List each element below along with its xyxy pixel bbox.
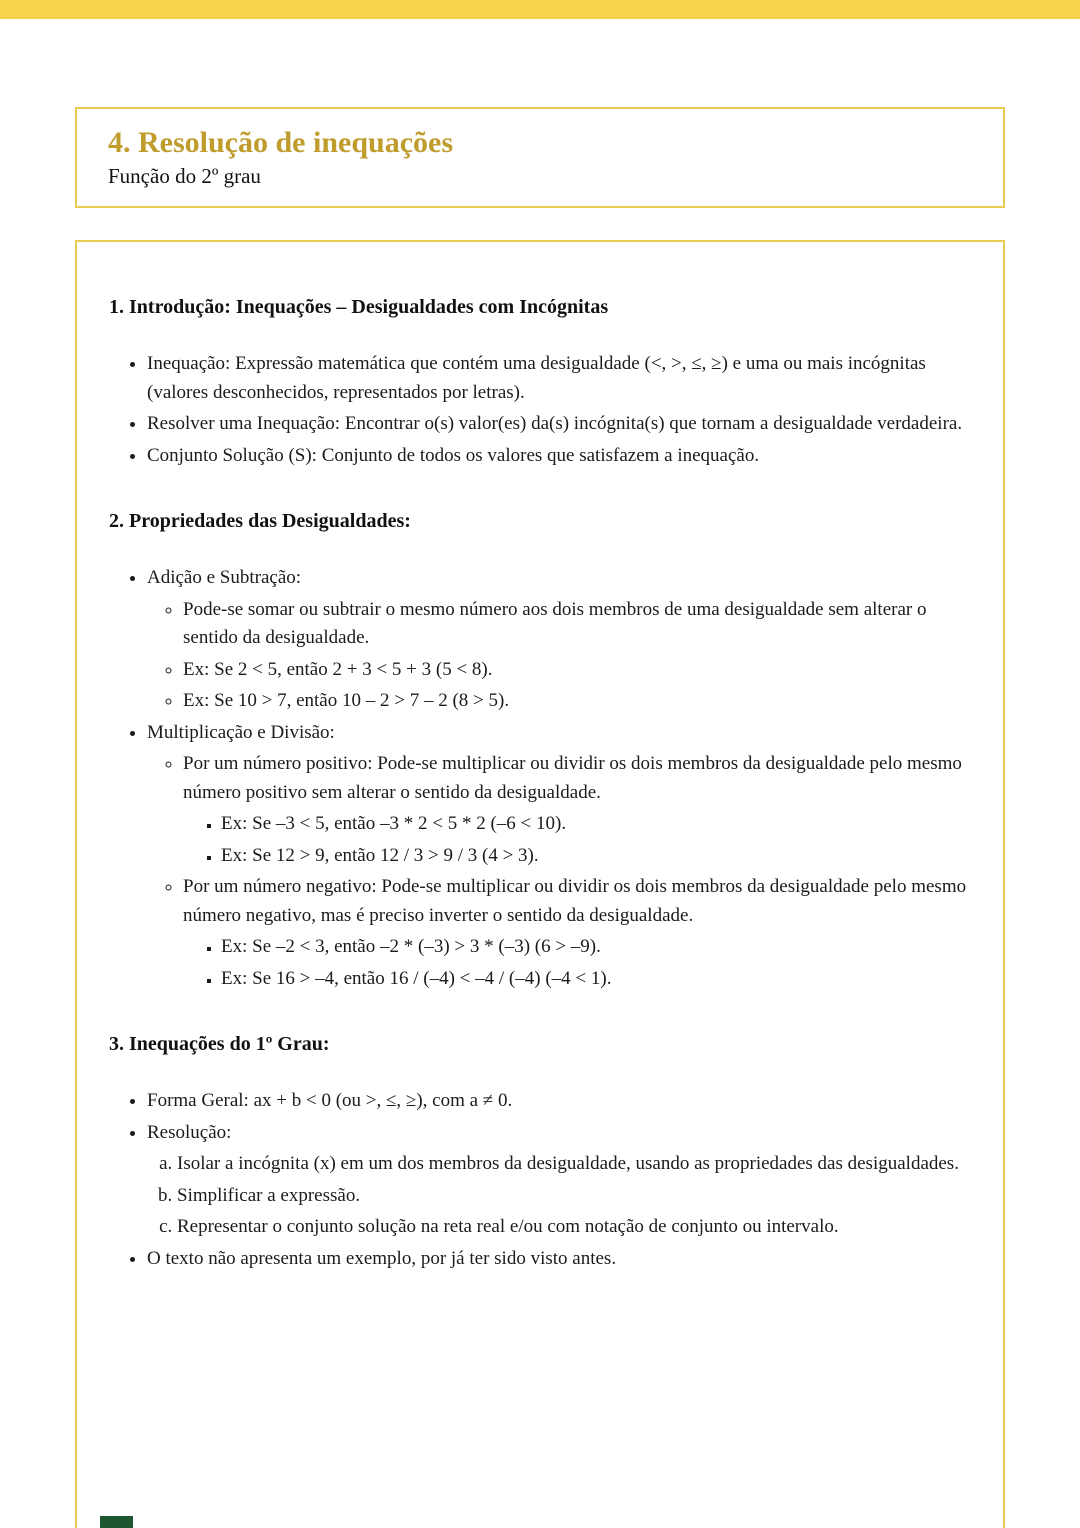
list-item-text: Conjunto Solução (S): Conjunto de todos os valores que satisfazem a inequação. [147, 444, 760, 466]
list-item-text: Multiplicação e Divisão: [147, 721, 335, 743]
truncated-content-block [100, 1516, 133, 1528]
list-item [183, 750, 969, 870]
list-item-text: Resolução: [147, 1121, 232, 1143]
list-item [221, 842, 969, 871]
list-item [147, 442, 969, 471]
list-item-text: Ex: Se 16 > –4, então 16 / (–4) < –4 / (–4) (–4 < 1). [221, 967, 612, 989]
list-item [221, 933, 969, 962]
list-item [221, 810, 969, 839]
steps-list [147, 1150, 969, 1242]
step-item [177, 1213, 969, 1242]
list-item [183, 687, 969, 716]
sub-list [147, 596, 969, 716]
page-title: 4. Resolução de inequações [108, 126, 453, 159]
list-item [183, 656, 969, 685]
header-card [75, 107, 1005, 208]
page-subtitle: Função do 2º grau [108, 163, 261, 188]
step-item-text: Representar o conjunto solução na reta real e/ou com notação de conjunto ou intervalo. [177, 1216, 839, 1237]
list-item-text: Ex: Se 12 > 9, então 12 / 3 > 9 / 3 (4 > 3). [221, 844, 539, 866]
list-item-text: Por um número positivo: Pode-se multiplicar ou dividir os dois membros da desigualdade pelo mesmo número positivo sem alterar o sentido da desigualdade. [183, 753, 962, 803]
section-3-list [109, 1087, 969, 1273]
section-2-heading: 2. Propriedades das Desigualdades: [109, 510, 411, 532]
sub-list [147, 750, 969, 993]
example-list [183, 810, 969, 870]
list-item [183, 873, 969, 993]
list-item [147, 1119, 969, 1242]
step-item-text: Isolar a incógnita (x) em um dos membros da desigualdade, usando as propriedades das desigualdades. [177, 1153, 959, 1174]
list-item [147, 719, 969, 994]
list-item-text: Ex: Se –3 < 5, então –3 * 2 < 5 * 2 (–6 < 10). [221, 813, 567, 834]
step-item [177, 1150, 969, 1179]
list-item-text: O texto não apresenta um exemplo, por já ter sido visto antes. [147, 1247, 617, 1269]
list-item-text: Ex: Se 10 > 7, então 10 – 2 > 7 – 2 (8 > 5). [183, 690, 510, 711]
list-item [147, 410, 969, 439]
list-item-text: Ex: Se 2 < 5, então 2 + 3 < 5 + 3 (5 < 8). [183, 658, 493, 680]
list-item-text: Resolver uma Inequação: Encontrar o(s) valor(es) da(s) incógnita(s) que tornam a desigualdade verdadeira. [147, 413, 963, 434]
section-1-list [109, 350, 969, 470]
list-item-text: Adição e Subtração: [147, 567, 302, 588]
list-item-text: Inequação: Expressão matemática que contém uma desigualdade (<, >, ≤, ≥) e uma ou mais incógnitas (valores desconhecidos, representados por letras). [147, 353, 926, 403]
list-item [183, 596, 969, 653]
section-3-heading: 3. Inequações do 1º Grau: [109, 1033, 330, 1055]
step-item [177, 1182, 969, 1211]
list-item [147, 350, 969, 407]
list-item [147, 564, 969, 716]
list-item-text: Por um número negativo: Pode-se multiplicar ou dividir os dois membros da desigualdade pelo mesmo número negativo, mas é preciso inverter o sentido da desigualdade. [183, 876, 967, 926]
example-list [183, 933, 969, 993]
section-1-heading: 1. Introdução: Inequações – Desigualdades com Incógnitas [109, 296, 609, 318]
step-item-text: Simplificar a expressão. [177, 1184, 361, 1206]
section-2-list [109, 564, 969, 993]
top-accent-bar [0, 0, 1080, 19]
list-item [147, 1087, 969, 1116]
content-card [75, 240, 1005, 1528]
list-item [147, 1245, 969, 1274]
list-item-text: Pode-se somar ou subtrair o mesmo número aos dois membros de uma desigualdade sem alterar o sentido da desigualdade. [183, 598, 927, 648]
list-item-text: Forma Geral: ax + b < 0 (ou >, ≤, ≥), com a ≠ 0. [147, 1090, 513, 1111]
list-item-text: Ex: Se –2 < 3, então –2 * (–3) > 3 * (–3) (6 > –9). [221, 936, 601, 957]
list-item [221, 965, 969, 994]
